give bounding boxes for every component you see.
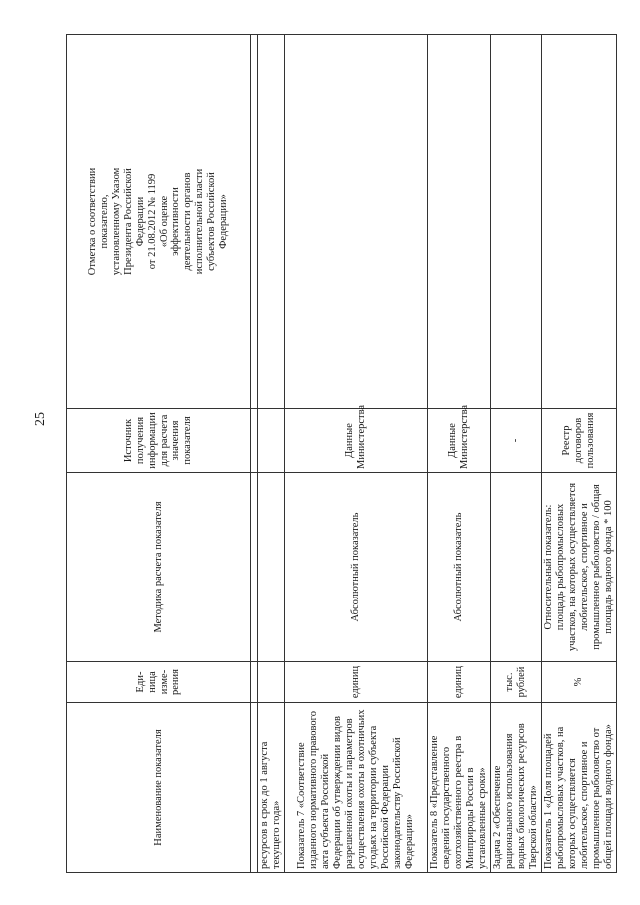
spacer-cell <box>251 662 258 703</box>
row-method <box>258 473 285 662</box>
row-method: Абсолютный показатель <box>427 473 490 662</box>
row-mark <box>490 35 541 409</box>
row-method: Относительный показатель: площадь рыбопромысловых участков, на которых осуществляется любительское, спортивное и промышленное рыболовство / общая площадь водного фонда * 100 <box>541 473 616 662</box>
table-row <box>427 35 490 873</box>
row-unit: единиц <box>284 662 427 703</box>
row-source: Данные Министерства <box>427 409 490 473</box>
page-number: 25 <box>33 412 48 426</box>
header-mark: Отметка о соответствии показателю, установленному Указом Президента Российской Федерации от 21.08.2012 № 1199 «Об оценке эффективности деятельности органов исполнительной власти субъектов Российской Федерации» <box>67 35 251 409</box>
header-source: Источник получения информации для расчета значения показателя <box>67 409 251 473</box>
spacer-cell <box>251 703 258 873</box>
table-row <box>258 35 285 873</box>
row-source: Реестр договоров пользования <box>541 409 616 473</box>
table-row <box>541 35 616 873</box>
row-unit: % <box>541 662 616 703</box>
row-source: Данные Министерства <box>284 409 427 473</box>
indicators-table <box>66 34 617 873</box>
table-row <box>284 35 427 873</box>
table-row <box>490 35 541 873</box>
table-header-row <box>67 35 251 873</box>
spacer-row <box>251 35 258 873</box>
row-method <box>490 473 541 662</box>
row-mark <box>541 35 616 409</box>
row-name: Задача 2 «Обеспечение рационального использования водных биологических ресурсов Тверской области» <box>490 703 541 873</box>
row-mark <box>284 35 427 409</box>
row-unit: тыс. рублей <box>490 662 541 703</box>
row-name: Показатель 1 «Доля площадей рыбопромысловых участков, на которых осуществляется любительское, спортивное и промышленное рыболовство от общей площади водного фонда» <box>541 703 616 873</box>
row-source: - <box>490 409 541 473</box>
row-method: Абсолютный показатель <box>284 473 427 662</box>
header-unit: Еди- ница изме- рения <box>67 662 251 703</box>
spacer-cell <box>251 473 258 662</box>
row-mark <box>258 35 285 409</box>
header-method: Методика расчета показателя <box>67 473 251 662</box>
header-name: Наименование показателя <box>67 703 251 873</box>
row-unit: единиц <box>427 662 490 703</box>
spacer-cell <box>251 409 258 473</box>
spacer-cell <box>251 35 258 409</box>
row-name: Показатель 8 «Представление сведений государственного охотхозяйственного реестра в Минприроды России в установленные сроки» <box>427 703 490 873</box>
row-unit <box>258 662 285 703</box>
row-name: Показатель 7 «Соответствие изданного нормативного правового акта субъекта Российской Федерации об утверждении видов разрешенной охоты и параметров осуществления охоты в охотничьих угодьях на территории субъекта Российской Федерации законодательству Российской Федерации» <box>284 703 427 873</box>
row-name: ресурсов в срок до 1 августа текущего года» <box>258 703 285 873</box>
rotated-table-container <box>66 35 614 873</box>
row-mark <box>427 35 490 409</box>
row-source <box>258 409 285 473</box>
